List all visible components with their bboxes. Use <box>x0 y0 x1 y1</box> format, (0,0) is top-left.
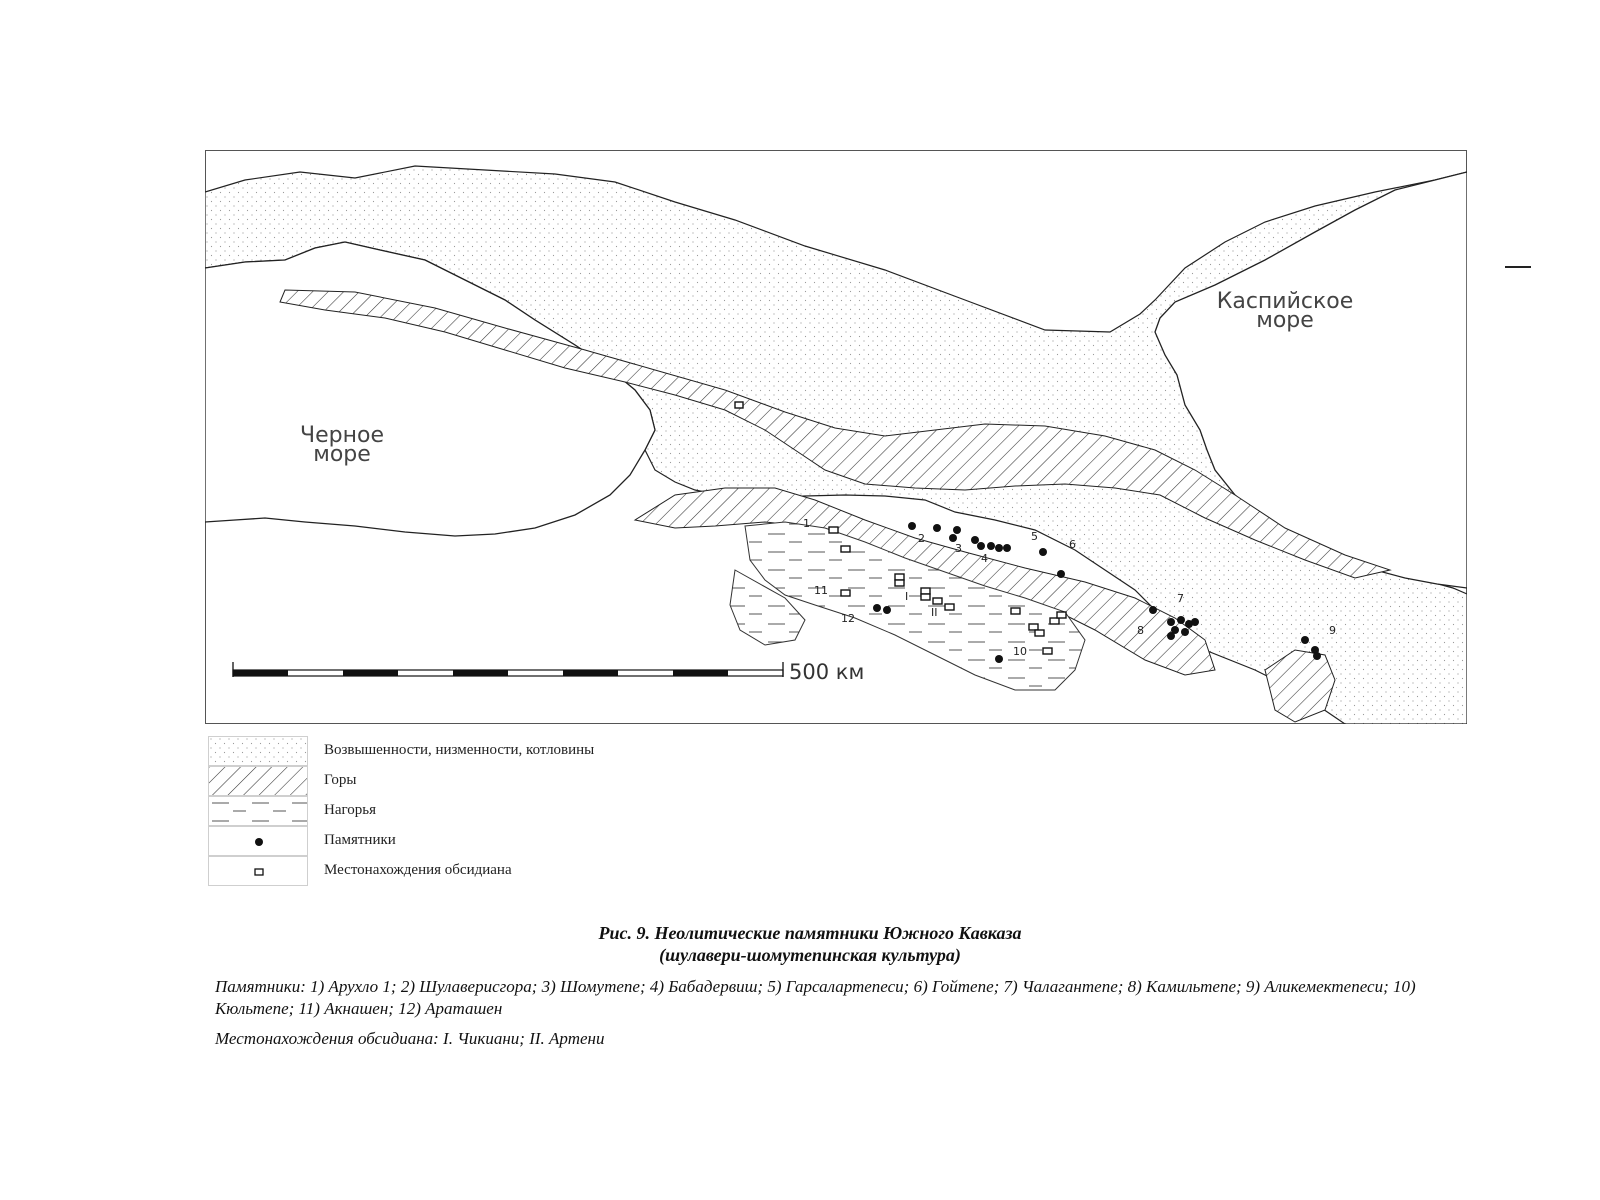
obsidian-marker <box>735 402 743 408</box>
lowlands-swatch <box>208 736 308 766</box>
obsidian-number-label: I <box>905 590 909 603</box>
site-marker <box>949 534 957 542</box>
site-marker <box>1167 632 1175 640</box>
caption-obsidian-list: Местонахождения обсидиана: I. Чикиани; II. Артени <box>215 1029 605 1048</box>
legend-item-obsidian <box>208 856 1108 886</box>
site-marker <box>1313 652 1321 660</box>
obsidian-marker <box>1057 612 1066 618</box>
black-sea-label-line2: море <box>313 442 371 467</box>
legend-label: Местонахождения обсидиана <box>324 862 512 878</box>
obsidian-marker <box>921 594 930 600</box>
site-marker <box>1181 628 1189 636</box>
legend-item-sites <box>208 826 1108 856</box>
site-number-label: 12 <box>841 612 855 625</box>
site-marker <box>908 522 916 530</box>
site-number-label: 8 <box>1137 624 1144 637</box>
legend-item-lowlands <box>208 736 1108 766</box>
site-number-label: 3 <box>955 542 962 555</box>
legend <box>208 736 1108 886</box>
legend-label: Памятники <box>324 832 396 848</box>
site-marker <box>995 544 1003 552</box>
obsidian-marker <box>1043 648 1052 654</box>
obsidian-marker <box>895 580 904 586</box>
site-marker <box>933 524 941 532</box>
site-marker <box>987 542 995 550</box>
obsidian-marker <box>1050 618 1059 624</box>
site-number-label: 6 <box>1069 538 1076 551</box>
site-number-label: 7 <box>1177 592 1184 605</box>
site-marker <box>1301 636 1309 644</box>
corner-dash <box>1505 266 1531 268</box>
site-marker <box>873 604 881 612</box>
caspian-label-line1: Каспийское <box>1216 289 1354 314</box>
caption-title-line2: (шулавери-шомутепинская культура) <box>659 945 961 965</box>
legend-label: Горы <box>324 772 357 788</box>
plateaus-swatch <box>208 796 308 826</box>
obsidian-marker <box>1035 630 1044 636</box>
scale-label: 500 км <box>789 660 865 684</box>
site-marker <box>971 536 979 544</box>
site-number-label: 11 <box>814 584 828 597</box>
mountains-swatch <box>208 766 308 796</box>
obsidian-marker <box>1029 624 1038 630</box>
site-marker <box>1149 606 1157 614</box>
obsidian-marker <box>933 598 942 604</box>
site-swatch <box>208 826 308 856</box>
site-marker <box>1167 618 1175 626</box>
caspian-label-line2: море <box>1256 308 1314 333</box>
obsidian-swatch <box>208 856 308 886</box>
site-number-label: 5 <box>1031 530 1038 543</box>
site-marker <box>1039 548 1047 556</box>
map-canvas <box>205 150 1467 724</box>
obsidian-marker <box>895 574 904 580</box>
caption-sites-list: Памятники: 1) Арухло 1; 2) Шулаверисгора; 3) Шомутепе; 4) Бабадервиш; 5) Гарсалартепеси; 6) Гойтепе; 7) Чалагантепе; 8) Камильтепе; 9) Аликемектепеси; 10) Кюльтепе; 11) Акнашен; 12) Араташен <box>215 977 1416 1018</box>
obsidian-marker <box>1011 608 1020 614</box>
obsidian-marker <box>921 588 930 594</box>
legend-label: Возвышенности, низменности, котловины <box>324 742 595 758</box>
obsidian-marker <box>841 546 850 552</box>
caption-title-line1: Рис. 9. Неолитические памятники Южного Кавказа <box>598 923 1022 943</box>
site-number-label: 10 <box>1013 645 1027 658</box>
obsidian-marker <box>841 590 850 596</box>
site-number-label: 1 <box>803 517 810 530</box>
legend-item-mountains <box>208 766 1108 796</box>
site-number-label: 9 <box>1329 624 1336 637</box>
site-number-label: 2 <box>918 532 925 545</box>
map-frame <box>205 150 1467 724</box>
black-sea-label-line1: Черное <box>300 423 384 448</box>
legend-label: Нагорья <box>324 802 377 818</box>
site-number-label: 4 <box>981 552 988 565</box>
site-marker <box>1191 618 1199 626</box>
site-marker <box>953 526 961 534</box>
figure-caption <box>215 922 1475 1050</box>
obsidian-marker <box>829 527 838 533</box>
site-marker <box>1057 570 1065 578</box>
site-marker <box>883 606 891 614</box>
site-marker <box>1003 544 1011 552</box>
obsidian-marker <box>945 604 954 610</box>
site-marker <box>1177 616 1185 624</box>
legend-item-plateaus <box>208 796 1108 826</box>
obsidian-number-label: II <box>931 606 938 619</box>
site-marker <box>995 655 1003 663</box>
site-marker <box>977 542 985 550</box>
